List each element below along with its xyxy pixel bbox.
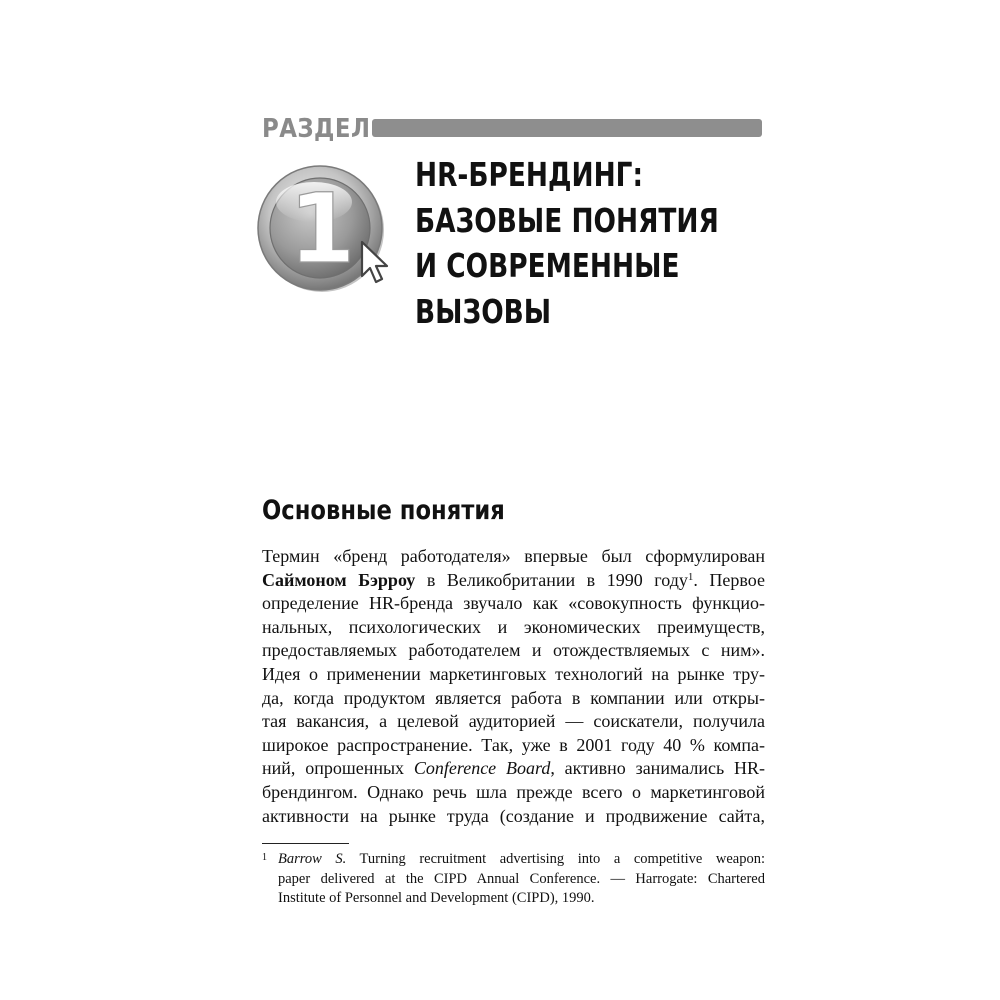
chapter-number-badge <box>250 150 420 310</box>
italic-org-name: Conference Board <box>413 758 551 779</box>
text-line: Идея о применении маркетинговых технологий на рынке тру- <box>262 663 765 684</box>
text-line: широкое распространение. Так, уже в 2001 году 40 % компа- <box>262 734 765 755</box>
text-line: предоставляемых работодателем и отождествляемых с ним». <box>262 640 765 661</box>
section-label: РАЗДЕЛ <box>262 114 371 144</box>
footnote-line: paper delivered at the CIPD Annual Conference. — Harrogate: Chartered <box>278 870 765 887</box>
footnote-line: Barrow S. Turning recruitment advertising into a competitive weapon: <box>278 851 766 867</box>
chapter-title <box>415 152 719 334</box>
footnote-divider <box>262 843 349 844</box>
chapter-title-line: ВЫЗОВЫ <box>415 291 552 331</box>
section-divider-bar <box>372 119 762 137</box>
text-line: ний, опрошенных Conference Board, активно занимались HR- <box>262 758 765 779</box>
section-heading: Основные понятия <box>262 495 505 526</box>
text-line: определение HR-бренда звучало как «совокупность функцио- <box>262 593 765 614</box>
footnote-author: Barrow S. <box>278 851 347 867</box>
footnote <box>262 850 765 909</box>
footnote-line: Institute of Personnel and Development (CIPD), 1990. <box>278 890 595 906</box>
footnote-reference: 1 <box>687 570 694 583</box>
text-line: активности на рынке труда (создание и продвижение сайта, <box>262 805 765 826</box>
footnote-mark: 1 <box>262 852 267 863</box>
chapter-title-line: БАЗОВЫЕ ПОНЯТИЯ <box>415 200 719 240</box>
text-line: Термин «бренд работодателя» впервые был сформулирован <box>262 546 765 566</box>
chapter-title-line: HR-БРЕНДИНГ: <box>415 155 644 194</box>
text-line: да, когда продуктом является работа в компании или откры- <box>262 687 765 708</box>
chapter-title-line: И СОВРЕМЕННЫЕ <box>415 246 680 285</box>
text-line: Саймоном Бэрроу в Великобритании в 1990 году$^1$. Первое <box>262 569 765 590</box>
text-line: тая вакансия, а целевой аудиторией — соискатели, получила <box>262 711 765 732</box>
bold-name: Саймоном Бэрроу <box>262 569 416 590</box>
body-paragraph <box>262 545 765 828</box>
text-line: нальных, психологических и экономических преимуществ, <box>262 616 765 637</box>
text-line: брендингом. Однако речь шла прежде всего о маркетинговой <box>262 781 765 802</box>
chapter-number: 1 <box>288 173 356 285</box>
